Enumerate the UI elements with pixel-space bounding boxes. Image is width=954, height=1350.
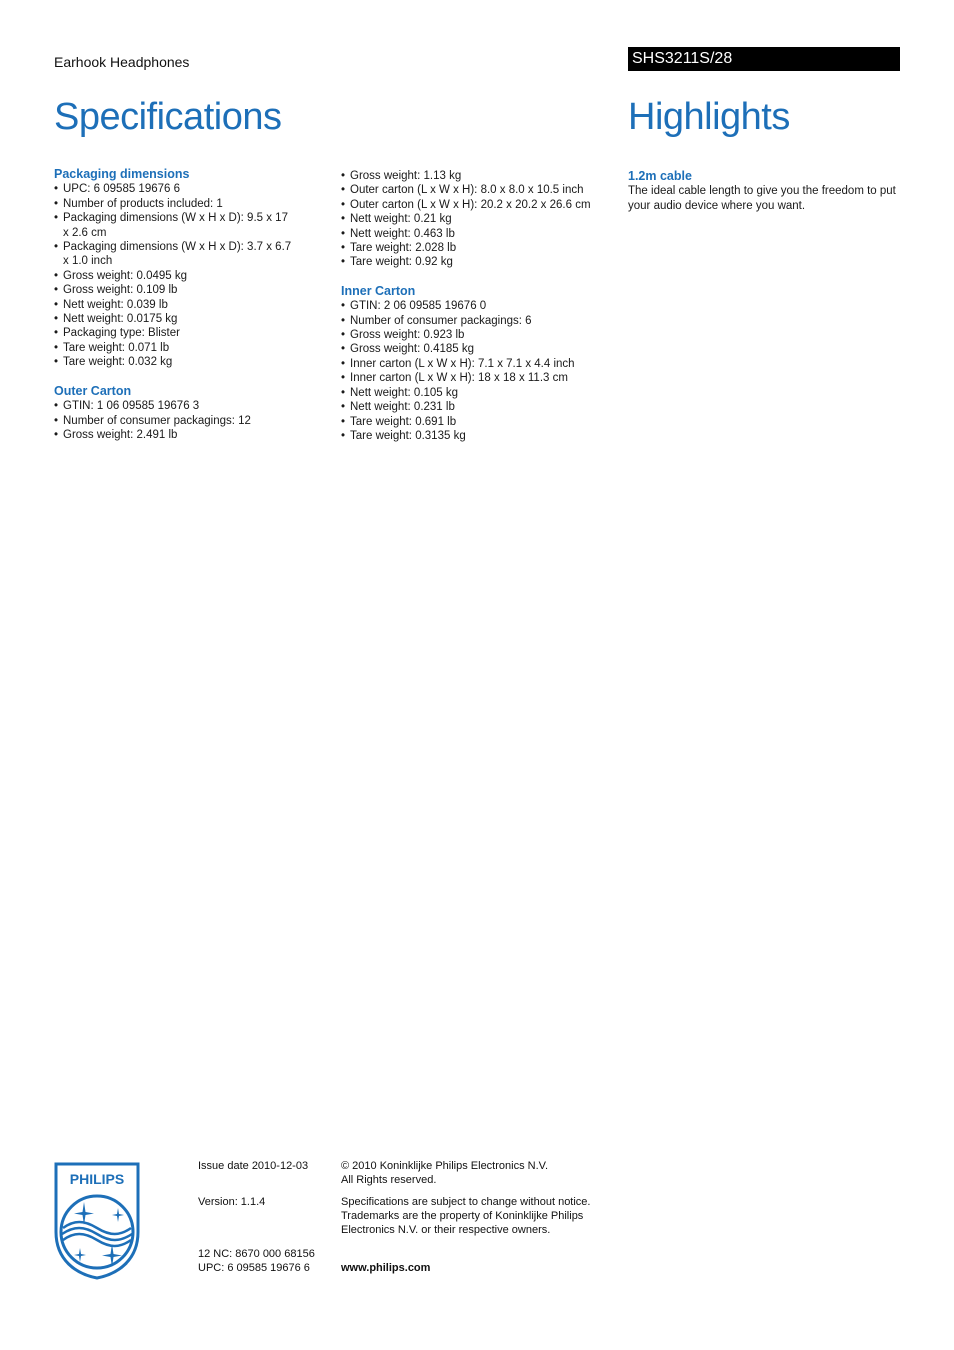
spec-item: • Inner carton (L x W x H): 18 x 18 x 11.3 cm xyxy=(341,371,621,385)
spec-item: • Gross weight: 0.923 lb xyxy=(341,328,621,342)
spec-list xyxy=(341,169,621,270)
spec-column-2 xyxy=(341,169,621,457)
spec-list xyxy=(341,299,621,443)
spec-item: • Nett weight: 0.105 kg xyxy=(341,386,621,400)
logo-wordmark: PHILIPS xyxy=(69,1171,125,1187)
spec-item: • Tare weight: 2.028 lb xyxy=(341,241,621,255)
spec-item: • Number of consumer packagings: 12 xyxy=(54,414,294,428)
spec-list xyxy=(54,182,294,369)
highlights-title: Highlights xyxy=(628,96,790,138)
packaging-dimensions-section xyxy=(54,167,294,370)
section-heading: Outer Carton xyxy=(54,383,132,398)
spec-item: • Nett weight: 0.463 lb xyxy=(341,227,621,241)
spec-item: • Number of products included: 1 xyxy=(54,197,294,211)
inner-carton-section xyxy=(341,284,621,443)
rights-line: All Rights reserved. xyxy=(341,1174,437,1186)
spec-item: • Tare weight: 0.92 kg xyxy=(341,255,621,269)
copyright-line: © 2010 Koninklijke Philips Electronics N.V. xyxy=(341,1160,549,1172)
outer-carton-section xyxy=(54,384,294,443)
website-link[interactable]: www.philips.com xyxy=(341,1262,431,1274)
product-category: Earhook Headphones xyxy=(54,54,190,70)
spec-item: • Gross weight: 0.109 lb xyxy=(54,283,294,297)
notice-line: Trademarks are the property of Koninklijke Philips xyxy=(341,1210,584,1222)
spec-item: • Packaging dimensions (W x H x D): 9.5 x 17 x 2.6 cm xyxy=(54,211,294,240)
spec-item: • Packaging dimensions (W x H x D): 3.7 x 6.7 x 1.0 inch xyxy=(54,240,294,269)
spec-item: • Outer carton (L x W x H): 8.0 x 8.0 x 10.5 inch xyxy=(341,183,621,197)
upc-number: UPC: 6 09585 19676 6 xyxy=(198,1262,310,1274)
spec-item: • Tare weight: 0.071 lb xyxy=(54,341,294,355)
highlight-text: The ideal cable length to give you the freedom to put your audio device where you want. xyxy=(628,185,896,212)
nc-number: 12 NC: 8670 000 68156 xyxy=(198,1248,315,1260)
spec-item: • Gross weight: 2.491 lb xyxy=(54,428,294,442)
spec-item: • GTIN: 1 06 09585 19676 3 xyxy=(54,399,294,413)
spec-item: • Nett weight: 0.039 lb xyxy=(54,298,294,312)
spec-item: • Inner carton (L x W x H): 7.1 x 7.1 x 4.4 inch xyxy=(341,357,621,371)
section-heading: Packaging dimensions xyxy=(54,167,190,181)
spec-item: • Packaging type: Blister xyxy=(54,326,294,340)
spec-item: • Number of consumer packagings: 6 xyxy=(341,314,621,328)
spec-item: • Nett weight: 0.231 lb xyxy=(341,400,621,414)
highlight-heading: 1.2m cable xyxy=(628,169,692,183)
model-number-bar: SHS3211S/28 xyxy=(628,47,900,71)
version: Version: 1.1.4 xyxy=(198,1196,266,1208)
spec-item: • Gross weight: 0.0495 kg xyxy=(54,269,294,283)
spec-item: • Gross weight: 0.4185 kg xyxy=(341,342,621,356)
spec-item: • Tare weight: 0.032 kg xyxy=(54,355,294,369)
specifications-title: Specifications xyxy=(54,96,282,138)
spec-item: • Tare weight: 0.691 lb xyxy=(341,415,621,429)
spec-item: • Nett weight: 0.21 kg xyxy=(341,212,621,226)
notice-line: Electronics N.V. or their respective owners. xyxy=(341,1224,551,1236)
spec-item: • GTIN: 2 06 09585 19676 0 xyxy=(341,299,621,313)
spec-column-1 xyxy=(54,167,294,456)
spec-item: • Gross weight: 1.13 kg xyxy=(341,169,621,183)
spec-item: • UPC: 6 09585 19676 6 xyxy=(54,182,294,196)
spec-item: • Nett weight: 0.0175 kg xyxy=(54,312,294,326)
highlights-column xyxy=(628,169,903,213)
outer-carton-continued-section xyxy=(341,169,621,270)
spec-item: • Tare weight: 0.3135 kg xyxy=(341,429,621,443)
philips-shield-logo xyxy=(54,1162,140,1280)
section-heading: Inner Carton xyxy=(341,283,416,298)
issue-date: Issue date 2010-12-03 xyxy=(198,1160,309,1172)
spec-list xyxy=(54,399,294,442)
notice-line: Specifications are subject to change without notice. xyxy=(341,1196,591,1208)
spec-item: • Outer carton (L x W x H): 20.2 x 20.2 x 26.6 cm xyxy=(341,198,621,212)
